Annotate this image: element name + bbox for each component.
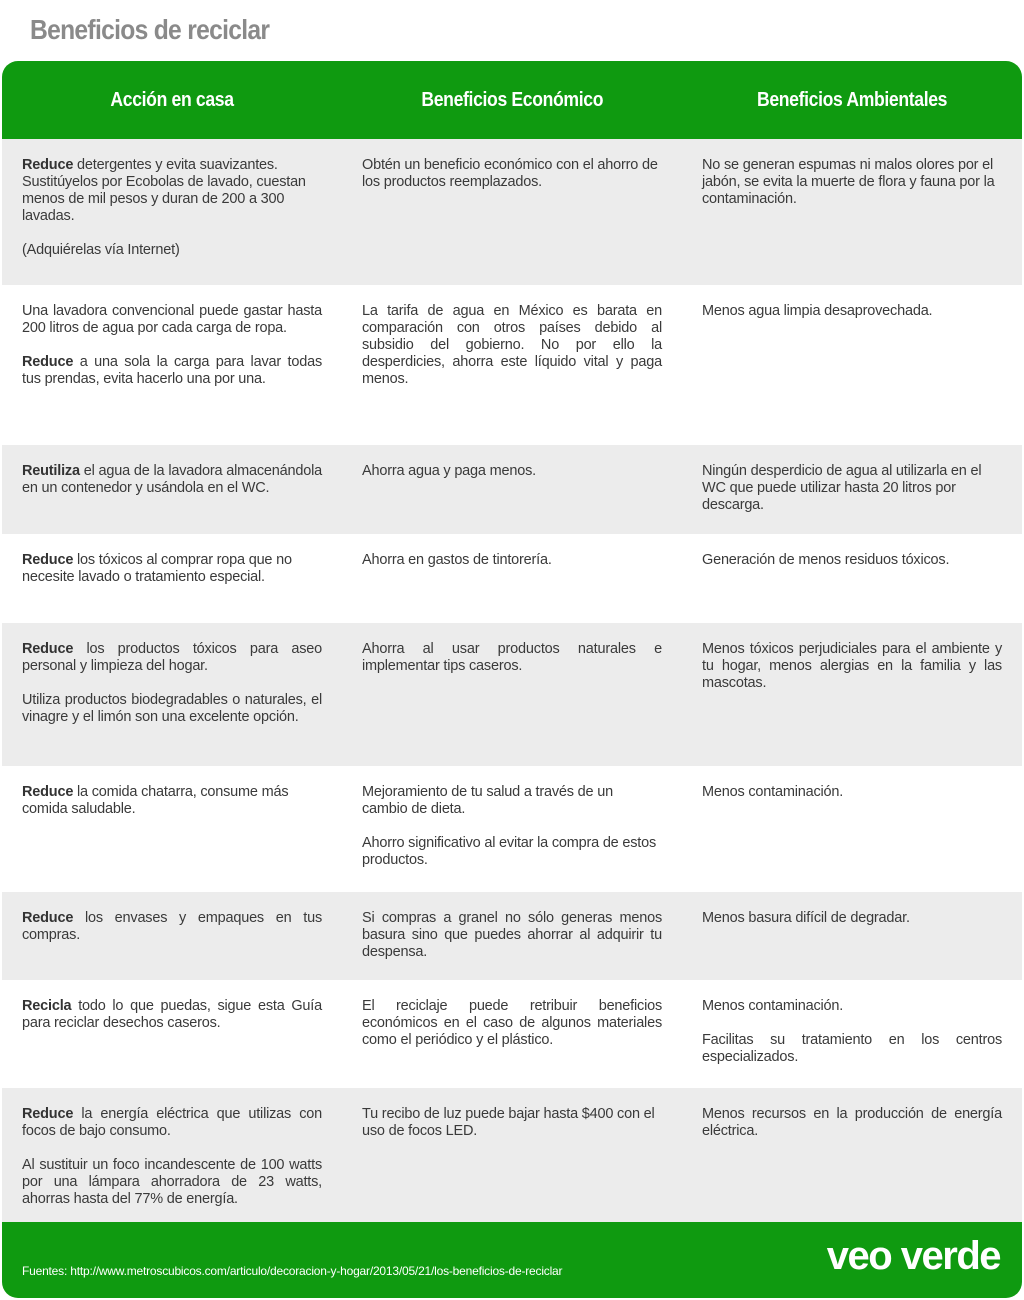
table-row <box>2 139 1022 285</box>
ambiental-paragraph: Generación de menos residuos tóxicos. <box>702 552 950 568</box>
economico-paragraph: Ahorra en gastos de tintorería. <box>362 552 552 568</box>
ambiental-paragraph: No se generan espumas ni malos olores por el jabón, se evita la muerte de flora y fauna por la contaminación. <box>702 157 995 207</box>
accion-paragraph <box>22 354 322 388</box>
economico-paragraph: Si compras a granel no sólo generas menos basura sino que puedes ahorrar al adquirir tu despensa. <box>362 910 662 960</box>
economico-paragraph: La tarifa de agua en México es barata en comparación con otros países debido al subsidio del gobierno. No por ello la desperdicies, ahorra este líquido vital y paga menos. <box>362 303 662 387</box>
accion-paragraph <box>22 463 322 497</box>
cell-accion <box>2 157 342 285</box>
ambiental-paragraph: Menos tóxicos perjudiciales para el ambiente y tu hogar, menos alergias en la familia y las mascotas. <box>702 641 1002 691</box>
footer <box>2 1222 1022 1298</box>
action-verb: Reduce <box>22 1106 74 1122</box>
header-accion: Acción en casa <box>110 88 234 111</box>
ambiental-paragraph: Menos contaminación. <box>702 998 844 1014</box>
accion-paragraph <box>22 998 322 1032</box>
cell-ambiental <box>682 641 1022 766</box>
cell-ambiental <box>682 998 1022 1088</box>
accion-paragraph <box>22 1157 322 1208</box>
cell-ambiental <box>682 157 1022 285</box>
accion-paragraph <box>22 303 322 337</box>
veo-verde-logo: veo verde <box>826 1234 1000 1278</box>
ambiental-paragraph: Menos recursos en la producción de energía eléctrica. <box>702 1106 1002 1139</box>
cell-accion <box>2 1106 342 1226</box>
cell-economico <box>342 157 682 285</box>
cell-ambiental <box>682 910 1022 980</box>
benefits-table <box>2 61 1022 1226</box>
accion-text: la energía eléctrica que utilizas con focos de bajo consumo. <box>22 1106 322 1139</box>
table-row <box>2 623 1022 766</box>
page-title: Beneficios de reciclar <box>30 14 270 45</box>
cell-accion <box>2 998 342 1088</box>
accion-text: los envases y empaques en tus compras. <box>22 910 322 943</box>
cell-economico <box>342 552 682 623</box>
cell-economico <box>342 303 682 445</box>
accion-paragraph <box>22 552 322 586</box>
accion-text: la comida chatarra, consume más comida saludable. <box>22 784 289 817</box>
cell-economico <box>342 998 682 1088</box>
table-row <box>2 534 1022 623</box>
accion-paragraph <box>22 910 322 944</box>
accion-text: Al sustituir un foco incandescente de 100 watts por una lámpara ahorradora de 23 watts, ahorras hasta del 77% de energía. <box>22 1157 322 1207</box>
ambiental-paragraph: Facilitas su tratamiento en los centros especializados. <box>702 1032 1002 1065</box>
action-verb: Reutiliza <box>22 463 80 479</box>
footer-source: Fuentes: http://www.metroscubicos.com/articulo/decoracion-y-hogar/2013/05/21/los-beneficios-de-reciclar <box>22 1264 563 1278</box>
cell-accion <box>2 303 342 445</box>
table-row <box>2 892 1022 980</box>
economico-paragraph: Tu recibo de luz puede bajar hasta $400 con el uso de focos LED. <box>362 1106 655 1139</box>
action-verb: Reduce <box>22 641 74 657</box>
header-ambiental: Beneficios Ambientales <box>756 88 948 111</box>
economico-paragraph: Ahorra al usar productos naturales e implementar tips caseros. <box>362 641 662 674</box>
cell-accion <box>2 641 342 766</box>
action-verb: Reduce <box>22 552 74 568</box>
cell-ambiental <box>682 552 1022 623</box>
accion-paragraph <box>22 784 322 818</box>
table-row <box>2 285 1022 445</box>
ambiental-paragraph: Ningún desperdicio de agua al utilizarla en el WC que puede utilizar hasta 20 litros por descarga. <box>702 463 982 513</box>
table-row <box>2 766 1022 892</box>
cell-accion <box>2 910 342 980</box>
cell-economico <box>342 1106 682 1226</box>
action-verb: Reduce <box>22 784 74 800</box>
action-verb: Reduce <box>22 910 74 926</box>
ambiental-paragraph: Menos agua limpia desaprovechada. <box>702 303 933 319</box>
cell-accion <box>2 784 342 892</box>
accion-text: el agua de la lavadora almacenándola en un contenedor y usándola en el WC. <box>22 463 322 496</box>
cell-economico <box>342 641 682 766</box>
table-header <box>2 61 1022 139</box>
accion-text: los tóxicos al comprar ropa que no necesite lavado o tratamiento especial. <box>22 552 292 585</box>
cell-economico <box>342 463 682 534</box>
cell-accion <box>2 463 342 534</box>
accion-text: todo lo que puedas, sigue esta Guía para reciclar desechos caseros. <box>22 998 322 1031</box>
accion-paragraph <box>22 1106 322 1140</box>
accion-paragraph <box>22 157 322 225</box>
action-verb: Reduce <box>22 157 74 173</box>
accion-text: los productos tóxicos para aseo personal y limpieza del hogar. <box>22 641 322 674</box>
accion-text: Utiliza productos biodegradables o naturales, el vinagre y el limón son una excelente opción. <box>22 692 322 725</box>
accion-paragraph <box>22 641 322 675</box>
cell-ambiental <box>682 303 1022 445</box>
accion-paragraph <box>22 242 322 259</box>
economico-paragraph: Ahorra agua y paga menos. <box>362 463 536 479</box>
economico-paragraph: El reciclaje puede retribuir beneficios económicos en el caso de algunos materiales como el periódico y el plástico. <box>362 998 662 1048</box>
economico-paragraph: Ahorro significativo al evitar la compra de estos productos. <box>362 835 657 868</box>
table-row <box>2 980 1022 1088</box>
table-row <box>2 1088 1022 1226</box>
cell-ambiental <box>682 463 1022 534</box>
cell-ambiental <box>682 1106 1022 1226</box>
accion-text: Una lavadora convencional puede gastar hasta 200 litros de agua por cada carga de ropa. <box>22 303 322 336</box>
action-verb: Recicla <box>22 998 72 1014</box>
ambiental-paragraph: Menos basura difícil de degradar. <box>702 910 910 926</box>
accion-text: a una sola la carga para lavar todas tus prendas, evita hacerlo una por una. <box>22 354 322 387</box>
economico-paragraph: Obtén un beneficio económico con el ahorro de los productos reemplazados. <box>362 157 658 190</box>
header-economico: Beneficios Económico <box>421 88 603 111</box>
cell-ambiental <box>682 784 1022 892</box>
accion-text: detergentes y evita suavizantes. Sustitúyelos por Ecobolas de lavado, cuestan menos de mil pesos y duran de 200 a 300 lavadas. <box>22 157 306 224</box>
ambiental-paragraph: Menos contaminación. <box>702 784 844 800</box>
table-row <box>2 445 1022 534</box>
accion-paragraph <box>22 692 322 726</box>
economico-paragraph: Mejoramiento de tu salud a través de un cambio de dieta. <box>362 784 613 817</box>
cell-economico <box>342 910 682 980</box>
action-verb: Reduce <box>22 354 74 370</box>
cell-economico <box>342 784 682 892</box>
accion-text: (Adquiérelas vía Internet) <box>22 242 180 258</box>
table-body <box>2 139 1022 1226</box>
cell-accion <box>2 552 342 623</box>
